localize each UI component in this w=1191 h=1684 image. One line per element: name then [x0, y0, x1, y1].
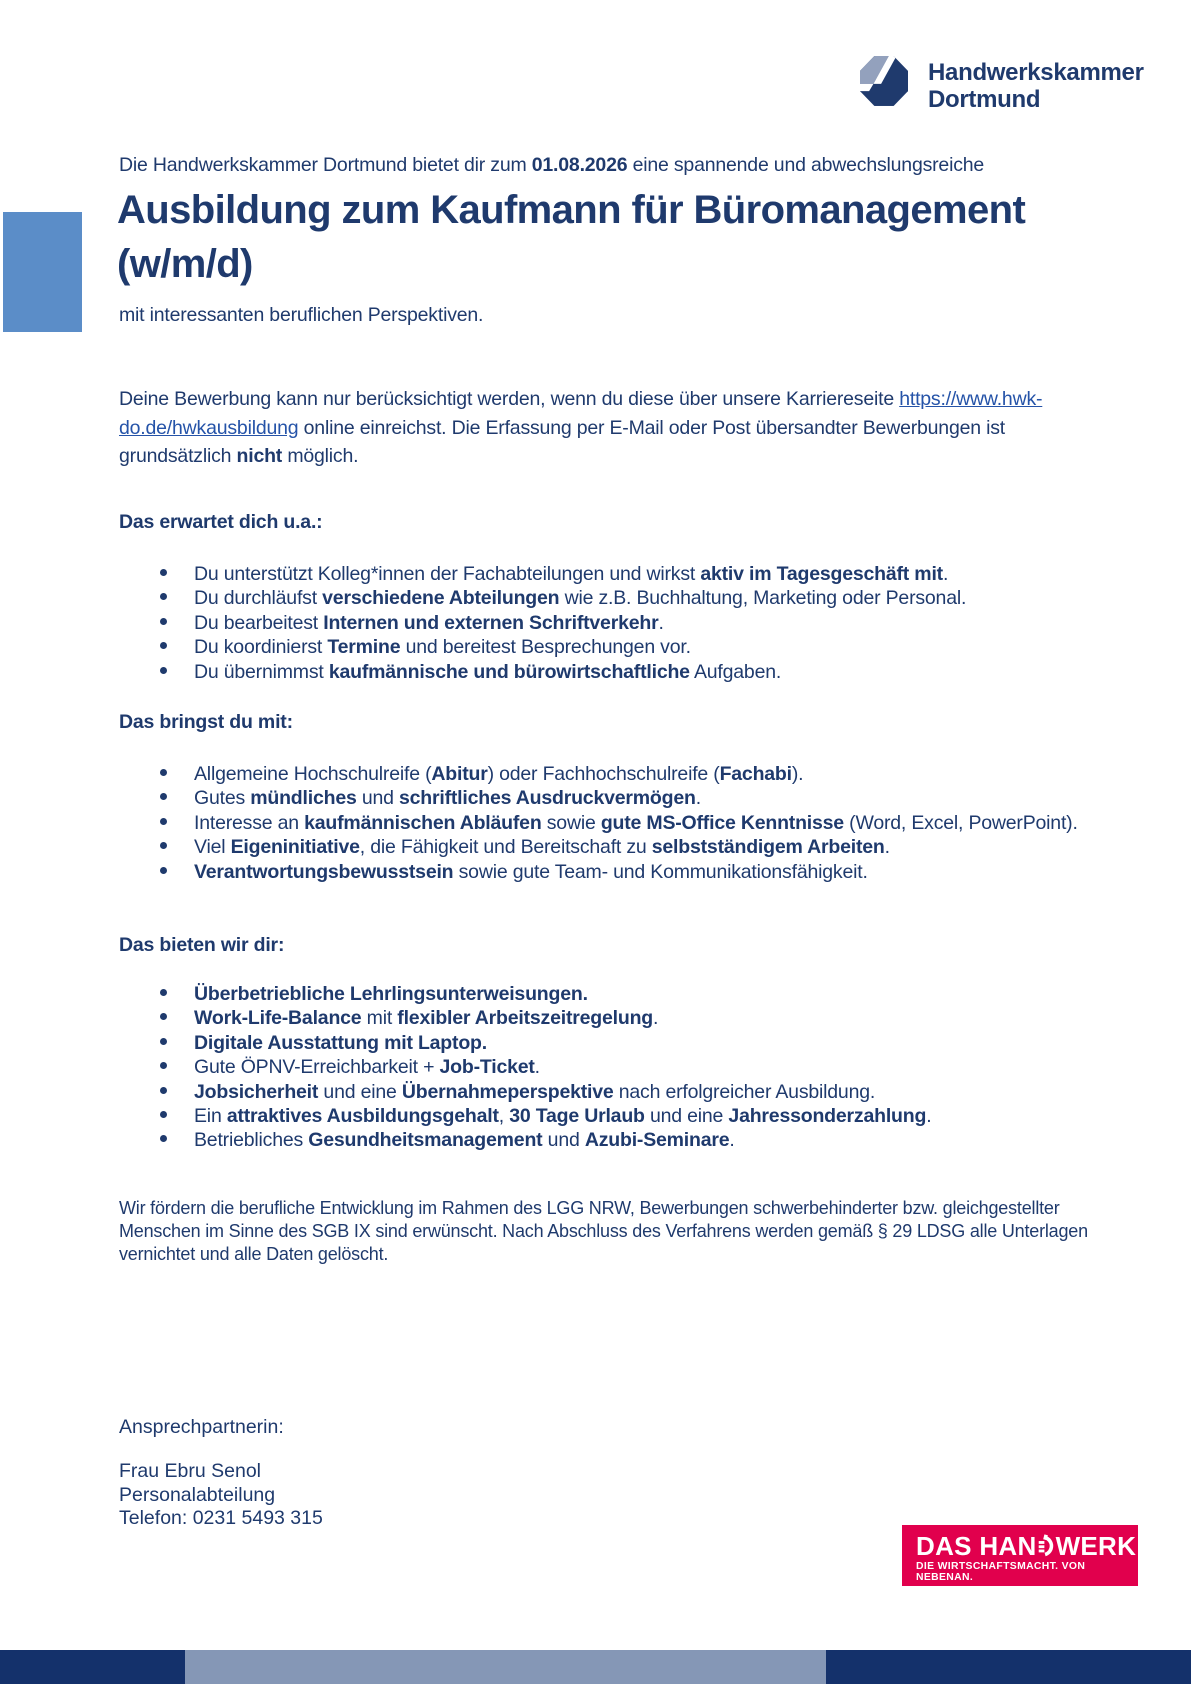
contact-department: Personalabteilung: [119, 1483, 276, 1506]
logo-line2: Dortmund: [928, 86, 1041, 113]
list-item: [160, 1080, 1120, 1104]
bullet-icon: [160, 593, 167, 600]
list-item-text: Verantwortungsbewusstsein sowie gute Team- und Kommunikationsfähigkeit.: [194, 860, 868, 883]
list-item-text: Work-Life-Balance mit flexibler Arbeitszeitregelung.: [194, 1007, 659, 1030]
badge-main-text: [916, 1533, 1138, 1559]
list-item: [160, 586, 1120, 610]
bullet-icon: [160, 769, 167, 776]
badge-tagline: DIE WIRTSCHAFTSMACHT. VON NEBENAN.: [916, 1561, 1086, 1583]
bullet-icon: [160, 867, 167, 874]
list-item-text: Interesse an kaufmännischen Abläufen sowie gute MS-Office Kenntnisse (Word, Excel, PowerPoint).: [194, 811, 1078, 834]
benefits-list: [160, 982, 1120, 1153]
footer-bar-right: [826, 1650, 1191, 1684]
list-item-text: Betriebliches Gesundheitsmanagement und Azubi-Seminare.: [194, 1129, 735, 1152]
bullet-icon: [160, 842, 167, 849]
expectations-list: [160, 562, 1120, 684]
page-title: Ausbildung zum Kaufmann für Büromanagement (w/m/d): [117, 188, 1026, 286]
bullet-icon: [160, 989, 167, 996]
bullet-icon: [160, 667, 167, 674]
bullet-icon: [160, 1013, 167, 1020]
text-segment: 01.08.2026: [531, 154, 628, 176]
bullet-icon: [160, 1087, 167, 1094]
list-item: [160, 762, 1120, 786]
list-item-text: Jobsicherheit und eine Übernahmeperspektive nach erfolgreicher Ausbildung.: [194, 1080, 876, 1103]
contact-name: Frau Ebru Senol: [119, 1460, 261, 1482]
accent-rectangle: [3, 212, 82, 332]
requirements-list: [160, 762, 1120, 884]
contact-block: [119, 1460, 323, 1531]
bullet-icon: [160, 818, 167, 825]
text-segment: eine spannende und abwechslungsreiche: [627, 154, 985, 176]
section-heading-requirements: Das bringst du mit:: [119, 711, 293, 733]
list-item: [160, 1104, 1120, 1128]
logo-org-name: [928, 56, 1144, 113]
list-item: [160, 660, 1120, 684]
list-item: [160, 611, 1120, 635]
list-item-text: Digitale Ausstattung mit Laptop.: [194, 1031, 487, 1054]
footer-bar-left: [0, 1650, 185, 1684]
list-item: [160, 1128, 1120, 1152]
footer-bar-center: [185, 1650, 826, 1684]
application-note: [119, 385, 1084, 471]
hwk-octagon-icon: [860, 56, 908, 111]
badge-text-right: WERK: [1055, 1531, 1137, 1561]
subtitle: mit interessanten beruflichen Perspektiven.: [119, 304, 484, 326]
list-item: [160, 1031, 1120, 1055]
list-item-text: Überbetriebliche Lehrlingsunterweisungen.: [194, 983, 588, 1005]
text-segment: nicht: [236, 445, 283, 467]
list-item: [160, 982, 1120, 1006]
list-item-text: Viel Eigeninitiative, die Fähigkeit und Bereitschaft zu selbstständigem Arbeiten.: [194, 836, 890, 859]
list-item-text: Allgemeine Hochschulreife (Abitur) oder Fachhochschulreife (Fachabi).: [194, 763, 804, 785]
bullet-icon: [160, 1062, 167, 1069]
section-heading-expectations: Das erwartet dich u.a.:: [119, 511, 323, 533]
list-item-text: Du durchläufst verschiedene Abteilungen wie z.B. Buchhaltung, Marketing oder Personal.: [194, 587, 967, 610]
badge-text-left: DAS HAN: [916, 1531, 1037, 1561]
text-segment: Deine Bewerbung kann nur berücksichtigt werden, wenn du diese über unsere Karriereseite: [119, 388, 900, 410]
list-item: [160, 1055, 1120, 1079]
bullet-icon: [160, 642, 167, 649]
list-item: [160, 635, 1120, 659]
list-item-text: Du übernimmst kaufmännische und bürowirtschaftliche Aufgaben.: [194, 660, 782, 683]
list-item-text: Du koordinierst Termine und bereitest Besprechungen vor.: [194, 636, 691, 659]
contact-label: Ansprechpartnerin:: [119, 1416, 284, 1438]
list-item-text: Gutes mündliches und schriftliches Ausdruckvermögen.: [194, 787, 701, 810]
list-item: [160, 860, 1120, 884]
bullet-icon: [160, 1038, 167, 1045]
legal-note: Wir fördern die berufliche Entwicklung im Rahmen des LGG NRW, Bewerbungen schwerbehinderter bzw. gleichgestellter Menschen im Sinne des SGB IX sind erwünscht. Nach Abschluss des Verfahrens werden gemäß § 29 LDSG alle Unterlagen vernichtet und alle Daten gelöscht.: [119, 1198, 1088, 1264]
das-handwerk-badge: [902, 1525, 1138, 1586]
list-item: [160, 835, 1120, 859]
section-heading-benefits: Das bieten wir dir:: [119, 934, 285, 956]
list-item: [160, 1006, 1120, 1030]
list-item: [160, 786, 1120, 810]
hwk-logo: [860, 56, 1144, 113]
bullet-icon: [160, 793, 167, 800]
text-segment: Die Handwerkskammer Dortmund bietet dir zum: [119, 154, 532, 176]
text-segment: möglich.: [282, 445, 359, 467]
list-item: [160, 562, 1120, 586]
bullet-icon: [160, 618, 167, 625]
list-item-text: Ein attraktives Ausbildungsgehalt, 30 Tage Urlaub und eine Jahressonderzahlung.: [194, 1105, 932, 1128]
list-item-text: Gute ÖPNV-Erreichbarkeit + Job-Ticket.: [194, 1056, 540, 1079]
list-item-text: Du bearbeitest Internen und externen Schriftverkehr.: [194, 611, 664, 634]
intro-line: [119, 153, 1109, 178]
list-item: [160, 811, 1120, 835]
thumbs-up-icon: [1038, 1534, 1055, 1558]
text-segment: online einreichst. Die Erfassung per E-Mail oder Post übersandter Bewerbungen ist grundsätzlich: [119, 416, 1006, 467]
bullet-icon: [160, 1135, 167, 1142]
bullet-icon: [160, 1111, 167, 1118]
career-site-link[interactable]: https://www.hwk-do.de/hwkausbildung: [119, 388, 1043, 439]
logo-line1: Handwerkskammer: [928, 59, 1144, 86]
contact-phone: Telefon: 0231 5493 315: [119, 1507, 323, 1529]
list-item-text: Du unterstützt Kolleg*innen der Fachabteilungen und wirkst aktiv im Tagesgeschäft mit.: [194, 563, 949, 585]
bullet-icon: [160, 569, 167, 576]
